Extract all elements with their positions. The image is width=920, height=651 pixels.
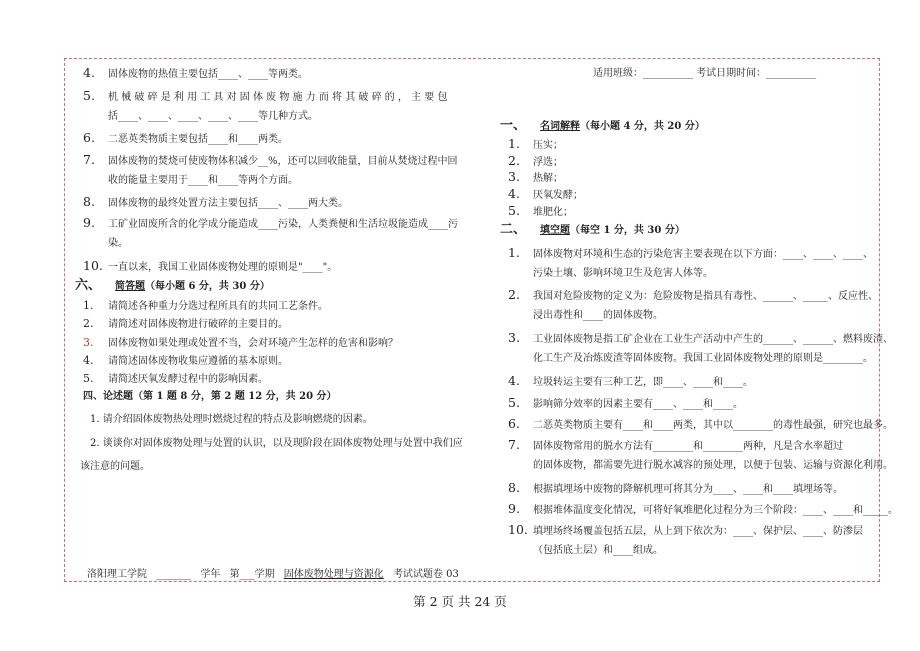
left-column: 4. 固体废物的热值主要包括____、____等两类。 5. 机 械 破 碎 是 利 用 工 具 对 固 体 废 物 施 力 而 将 其 破 碎 的 ， 主 要 包 括____、____、____、____、____等几种方式。 6. 二恶英类物质主要包括____和____两类。 7. 固体废物的焚烧可使废物体积减少__%，还可以回收能量，目前从焚烧过程中回 收的能量主要用于____和____等两个方面。 8. 固体废物的最终处置方法主要包括____、____两大类。 9. 工矿业固废所含的化学成分能造成____污染，人类粪便和生活垃圾能造成____污 染。 10. 一直以来，我国工业固体废物处理的原则是"____"。 六、 简答题（每小题 6 分，共 30 分） 1. 请简述各种重力分选过程所具有的共同工艺条件。 2. 请简述对固体废物进行破碎的主要目的。 3. 固体废物如果处理或处置不当，会对环境产生怎样的危害和影响？ 4. 请简述固体废物收集应遵循的基本原则。 5. 请简述厌氧发酵过程中的影响因素。 四、论述题（第 1 题 8 分，第 2 题 12 分，共 20 分） 1. 请介绍固体废物热处理时燃烧过程的特点及影响燃烧的因素。 2. 谈谈你对固体废物处理与处置的认识，以及现阶段在固体废物处理与处置中我们应 该注意的问题。 — [75, 65, 463, 472]
school-name: 洛阳理工学院 — [87, 569, 147, 580]
exam-footer — [87, 565, 459, 580]
section-1-heading: 一、 名词解释（每小题 4 分，共 20 分） — [500, 118, 705, 133]
academic-year-blank: _______ — [156, 569, 192, 580]
class-and-date-header: 适用班级：__________ 考试日期时间：__________ — [593, 68, 817, 79]
section-4-q1: 1. 请介绍固体废物热处理时燃烧过程的特点及影响燃烧的因素。 — [90, 414, 373, 425]
section-4-q2-continued: 该注意的问题。 — [80, 461, 150, 472]
page-number: 第 2 页 共 24 页 — [413, 594, 507, 609]
right-column: 适用班级：__________ 考试日期时间：__________ 一、 名词解释（每小题 4 分，共 20 分） 1. 压实； 2. 浮选； 3. 热解； 4. 厌氧发酵； 5. 堆肥化； 二、 填空题（每空 1 分，共 30 分） 1. 固体废物对环境和生态的污染危害主要表现在以下方面：____、____、____、 污染土壤、影响环境卫生及危害人体等。 2. 我国对危险废物的定义为：危险废物是指具有毒性、______、_____、反应性、 浸出毒性和____的固体废物。 3. 工业固体废物是指工矿企业在工业生产活动中产生的______、______、燃料废渣、 化工生产及冶炼废渣等固体废物。我国工业固体废物处理的原则是________。 4. 垃圾转运主要有三种工艺，即____、____和____。 5. 影响筛分效率的因素主要有____、____和____。 6. 二恶英类物质主要有____和____两类，其中以________的毒性最强，研究也最多。 7. 固体废物常用的脱水方法有________和________两种，凡是含水率超过 的固体废物，都需要先进行脱水减容的预处理，以便于包装、运输与资源化利用。 8. 根据填埋场中废物的降解机理可将其分为____、____和____填埋场等。 9. 根据堆体温度变化情况，可将好氧堆肥化过程分为三个阶段：____、____和_____。 10. 填埋场终场覆盖包括五层，从上到下依次为：____、保护层、____、防渗层 （包括底土层）和____组成。 — [500, 68, 898, 556]
course-name: 固体废物处理与资源化 — [283, 569, 384, 580]
term-label: 第___学期 — [229, 569, 275, 580]
section-6-heading: 六、 简答题（每小题 6 分，共 30 分） — [75, 278, 270, 293]
exam-title: 考试试题卷 03 — [392, 569, 459, 580]
section-2-heading: 二、 填空题（每空 1 分，共 30 分） — [500, 222, 685, 237]
year-label: 学年 — [200, 569, 221, 580]
section-4-q2: 2. 谈谈你对固体废物处理与处置的认识，以及现阶段在固体废物处理与处置中我们应 — [90, 438, 463, 449]
section-4-heading: 四、论述题（第 1 题 8 分，第 2 题 12 分，共 20 分） — [83, 391, 337, 402]
